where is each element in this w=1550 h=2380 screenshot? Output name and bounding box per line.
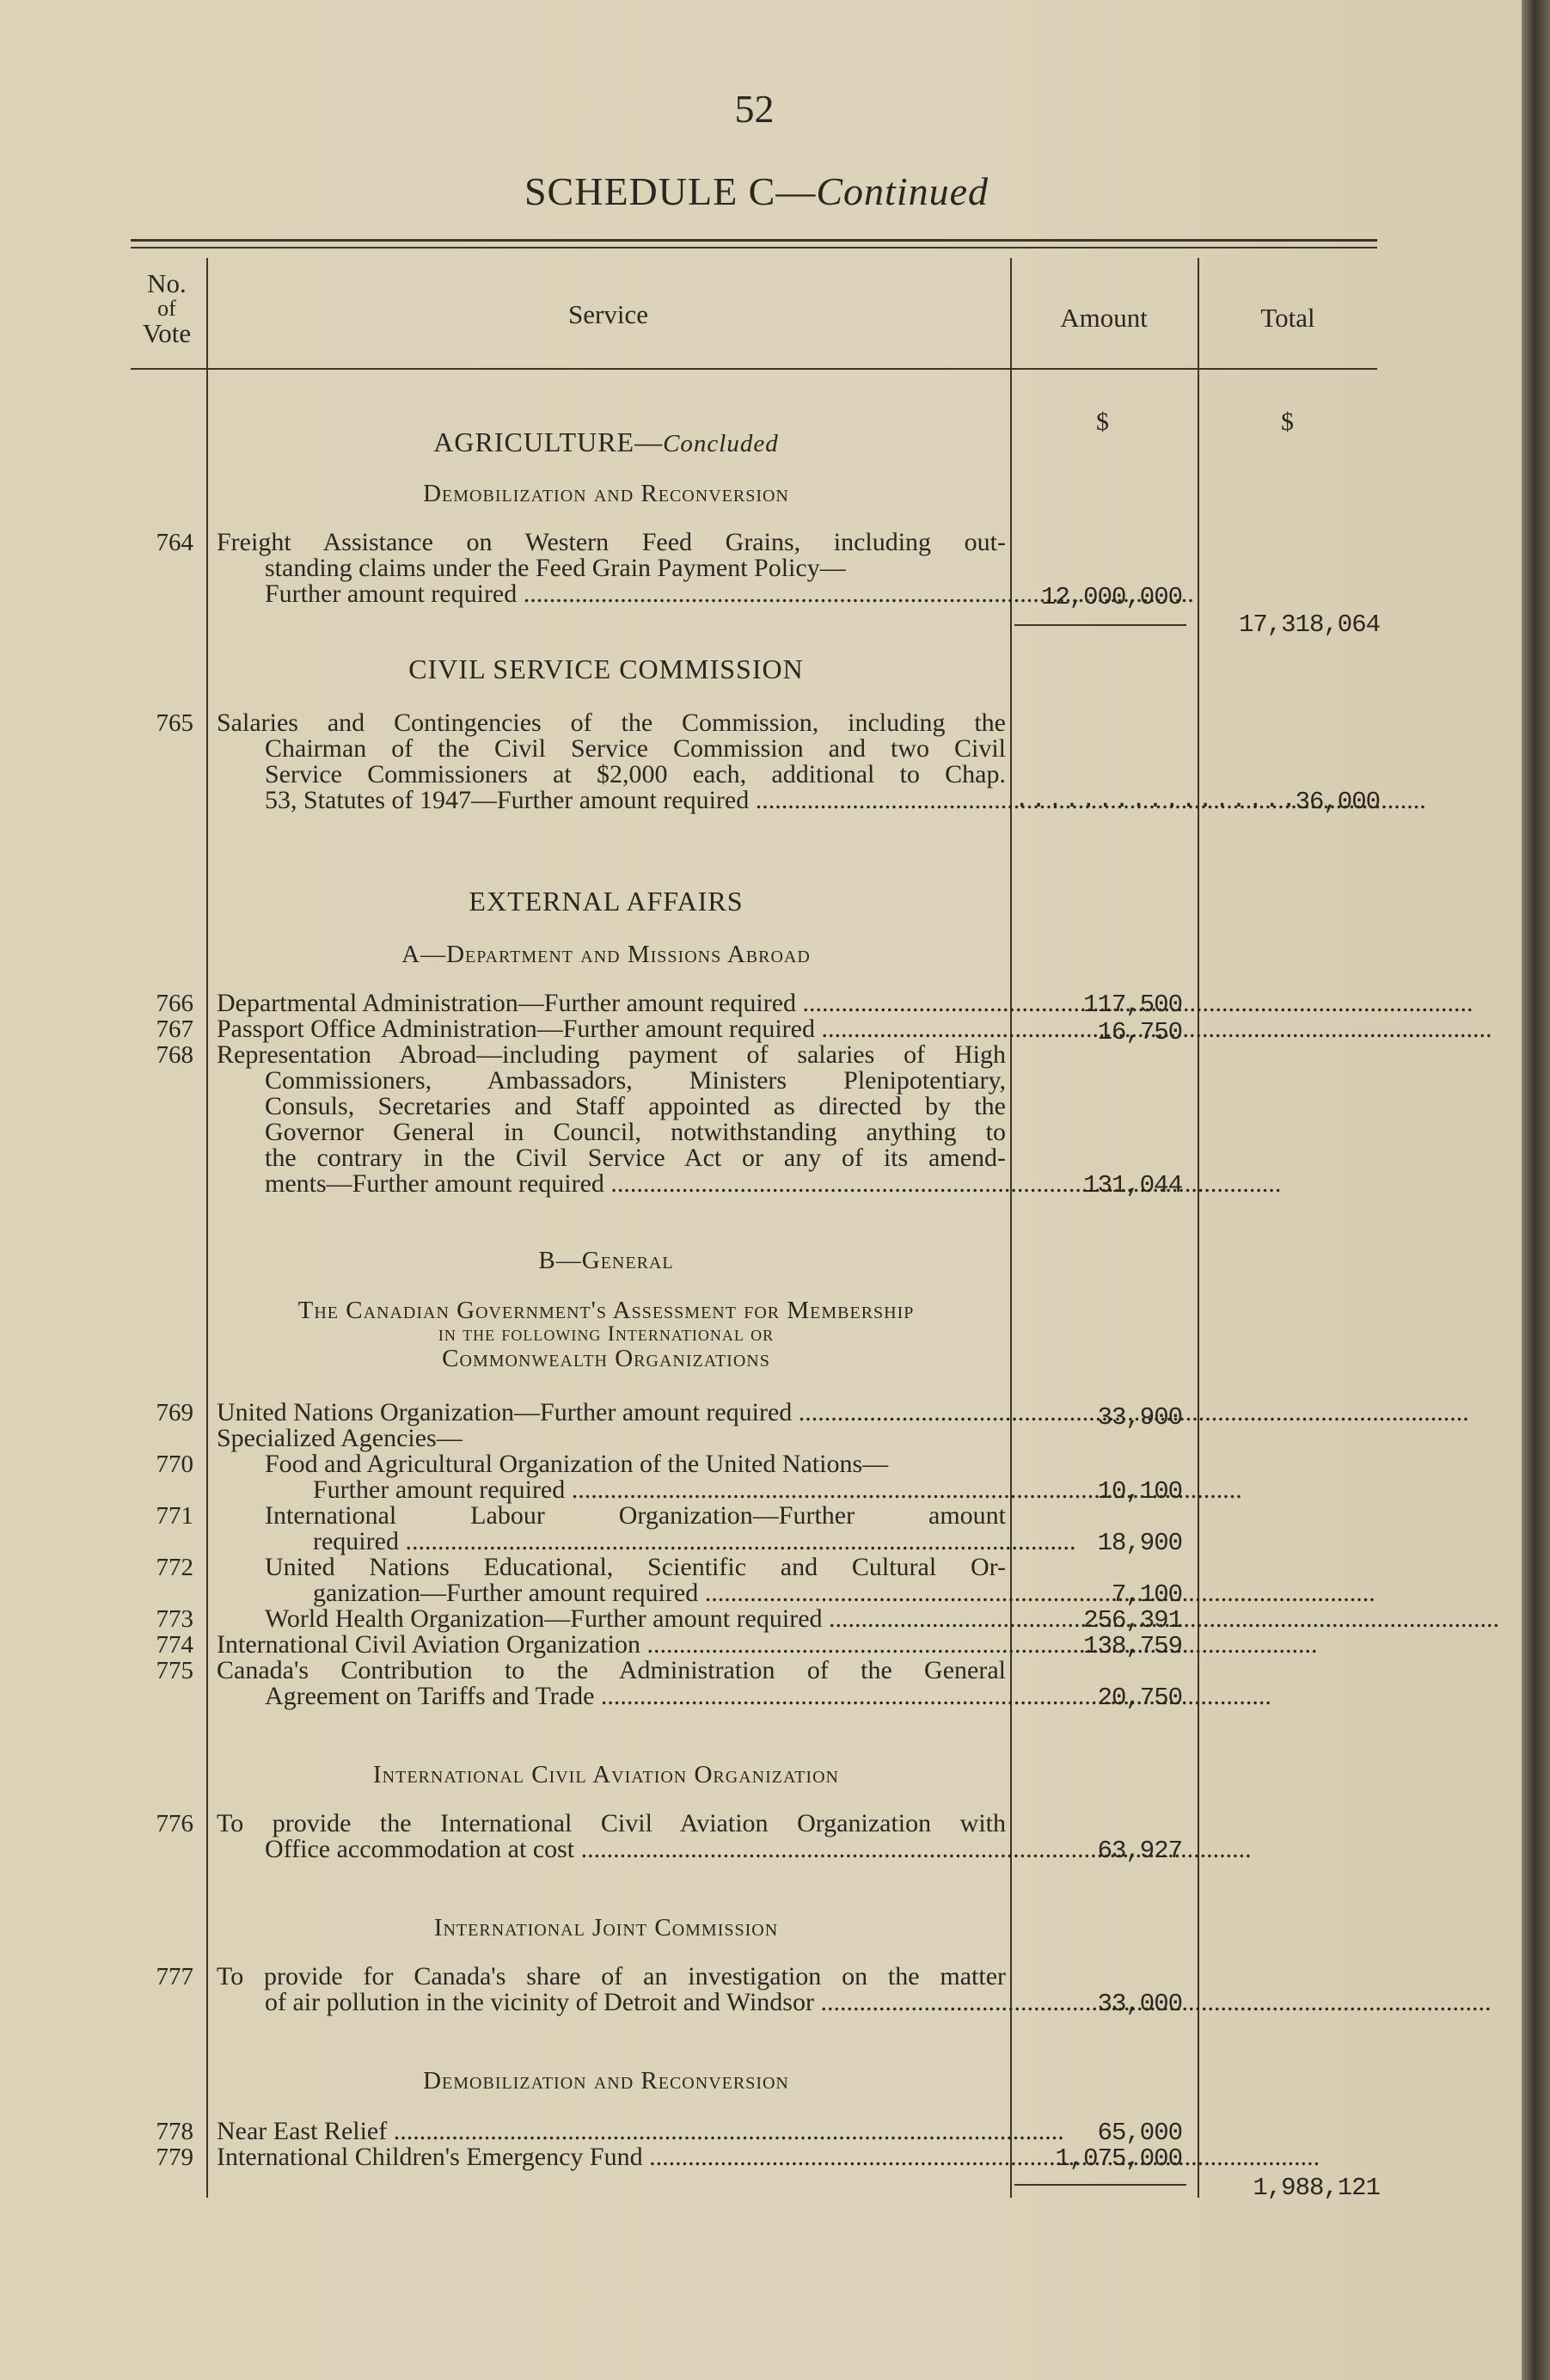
binding-edge — [1522, 0, 1550, 2380]
total-value: 17,318,064 — [1238, 610, 1380, 639]
section-heading-agriculture — [206, 426, 1006, 458]
service-line: Departmental Administration—Further amount required ..... — [217, 991, 1006, 1016]
title-main: SCHEDULE C— — [524, 169, 817, 213]
assessment-line: in the following International or — [438, 1322, 775, 1346]
service-line: ganization—Further amount required ..... — [217, 1580, 1006, 1606]
header-service: Service — [568, 299, 648, 329]
service-description — [217, 1400, 1006, 1709]
service-line: Chairman of the Civil Service Commission and two Civil — [265, 734, 1006, 763]
header-no-of-vote — [129, 270, 205, 347]
amount-leader: ................. — [1014, 786, 1298, 814]
total-currency: $ — [1281, 408, 1294, 436]
service-description — [217, 530, 1006, 607]
service-line: To provide for Canada's share of an investigation on the matter — [217, 1962, 1006, 1990]
service-line: Agreement on Tariffs and Trade ..... — [217, 1684, 1006, 1709]
column-rule-1 — [206, 258, 208, 2198]
service-description — [217, 1964, 1006, 2015]
service-line: Near East Relief ..... — [217, 2119, 1006, 2144]
amount-value: 33,900 — [1097, 1403, 1182, 1432]
vote-number: 772 — [156, 1554, 193, 1581]
amount-value: 63,927 — [1097, 1837, 1182, 1865]
service-line: Canada's Contribution to the Administration of the General — [217, 1656, 1006, 1684]
amount-value: 16,750 — [1097, 1018, 1182, 1046]
section-heading-civil-service: CIVIL SERVICE COMMISSION — [408, 653, 804, 684]
vote-number: 774 — [156, 1631, 193, 1659]
service-line: Specialized Agencies— — [217, 1424, 463, 1452]
vote-number: 775 — [156, 1657, 193, 1684]
amount-value: 12,000,000 — [1040, 583, 1182, 611]
title-italic: Continued — [816, 169, 989, 213]
assessment-line: The Canadian Government's Assessment for Membership — [297, 1297, 915, 1324]
vote-number: 770 — [156, 1451, 193, 1478]
amount-value: 33,000 — [1097, 1990, 1182, 2018]
header-total: Total — [1260, 303, 1315, 333]
amount-value: 10,100 — [1097, 1477, 1182, 1506]
subheading-demobilization: Demobilization and Reconversion — [423, 480, 789, 507]
amount-value: 18,900 — [1097, 1529, 1182, 1557]
subheading-general: B—General — [538, 1247, 674, 1274]
service-line: To provide the International Civil Aviation Organization with — [217, 1809, 1006, 1837]
service-line: Further amount required ..... — [217, 1477, 1006, 1503]
service-line: Commissioners, Ambassadors, Ministers Plenipotentiary, — [265, 1066, 1006, 1095]
service-line: International Children's Emergency Fund ..... — [217, 2144, 1006, 2170]
header-amount: Amount — [1060, 303, 1148, 333]
vote-number: 764 — [156, 529, 193, 556]
total-value: 1,988,121 — [1253, 2174, 1380, 2202]
service-line: United Nations Educational, Scientific and Cultural Or- — [265, 1553, 1006, 1581]
header-vote: Vote — [142, 318, 192, 348]
subheading-ijc: International Joint Commission — [433, 1914, 779, 1941]
vote-number: 779 — [156, 2144, 193, 2171]
amount-currency: $ — [1096, 408, 1109, 436]
service-line: standing claims under the Feed Grain Payment Policy— — [265, 554, 846, 582]
vote-number: 773 — [156, 1605, 193, 1633]
page-title — [0, 169, 1513, 214]
section-heading-external-affairs: EXTERNAL AFFAIRS — [469, 886, 744, 917]
assessment-line: Commonwealth Organizations — [442, 1345, 770, 1372]
amount-value: 256,391 — [1083, 1606, 1182, 1635]
vote-number: 777 — [156, 1963, 193, 1990]
amount-value: 138,759 — [1083, 1632, 1182, 1660]
service-line: Representation Abroad—including payment of salaries of High — [217, 1040, 1006, 1069]
subheading-department-missions: A—Department and Missions Abroad — [401, 941, 811, 968]
service-line: Salaries and Contingencies of the Commission, including the — [217, 708, 1006, 737]
amount-value: 131,044 — [1083, 1171, 1182, 1199]
service-description — [217, 991, 1006, 1197]
header-of: of — [157, 296, 176, 321]
column-rule-3 — [1198, 258, 1199, 2198]
service-description — [217, 710, 1006, 813]
heading-text: AGRICULTURE— — [433, 426, 664, 457]
service-line: Food and Agricultural Organization of the United Nations— — [265, 1450, 889, 1478]
vote-number: 776 — [156, 1810, 193, 1837]
total-value: 36,000 — [1295, 788, 1380, 816]
vote-number: 768 — [156, 1041, 193, 1069]
vote-number: 766 — [156, 990, 193, 1017]
service-line: Office accommodation at cost ..... — [217, 1837, 1006, 1862]
header-rule — [131, 368, 1377, 370]
service-line: required ..... — [217, 1529, 1006, 1555]
page-number: 52 — [734, 87, 775, 131]
service-line: 53, Statutes of 1947—Further amount required ..... — [217, 788, 1006, 813]
amount-value: 1,075,000 — [1055, 2144, 1182, 2173]
amount-value: 117,500 — [1083, 991, 1182, 1019]
service-line: Consuls, Secretaries and Staff appointed as directed by the — [265, 1092, 1006, 1120]
subheading-icao: International Civil Aviation Organization — [373, 1761, 839, 1788]
amount-value: 20,750 — [1097, 1684, 1182, 1712]
vote-number: 765 — [156, 709, 193, 737]
service-line: of air pollution in the vicinity of Detroit and Windsor ..... — [217, 1990, 1006, 2015]
service-line: International Civil Aviation Organization ..... — [217, 1632, 1006, 1658]
service-description — [217, 1811, 1006, 1862]
header-no: No. — [147, 268, 187, 298]
subheading-assessment — [206, 1298, 1006, 1371]
vote-number: 778 — [156, 2118, 193, 2145]
service-line: Further amount required ..... — [217, 581, 1006, 607]
top-rule-thin — [131, 247, 1377, 248]
amount-value: 65,000 — [1097, 2119, 1182, 2147]
service-description — [217, 2119, 1006, 2170]
column-rule-2 — [1010, 258, 1012, 2198]
subheading-demobilization-2: Demobilization and Reconversion — [423, 2067, 789, 2095]
service-line: the contrary in the Civil Service Act or any of its amend- — [265, 1144, 1006, 1172]
amount-value: 7,100 — [1111, 1580, 1182, 1609]
vote-number: 769 — [156, 1399, 193, 1426]
heading-italic: Concluded — [663, 430, 779, 457]
service-line: ments—Further amount required ..... — [217, 1171, 1006, 1197]
top-rule-thick — [131, 239, 1377, 242]
subtotal-rule — [1014, 2184, 1186, 2186]
service-line: Passport Office Administration—Further amount required ..... — [217, 1016, 1006, 1042]
service-line: Freight Assistance on Western Feed Grains, including out- — [217, 528, 1006, 556]
service-line: International Labour Organization—Further amount — [265, 1501, 1006, 1530]
service-line: World Health Organization—Further amount required ..... — [217, 1606, 1006, 1632]
service-line: Governor General in Council, notwithstanding anything to — [265, 1118, 1006, 1146]
subtotal-rule — [1014, 624, 1186, 626]
service-line: Service Commissioners at $2,000 each, additional to Chap. — [265, 760, 1006, 788]
vote-number: 771 — [156, 1502, 193, 1530]
service-line: United Nations Organization—Further amount required ..... — [217, 1400, 1006, 1426]
vote-number: 767 — [156, 1015, 193, 1043]
